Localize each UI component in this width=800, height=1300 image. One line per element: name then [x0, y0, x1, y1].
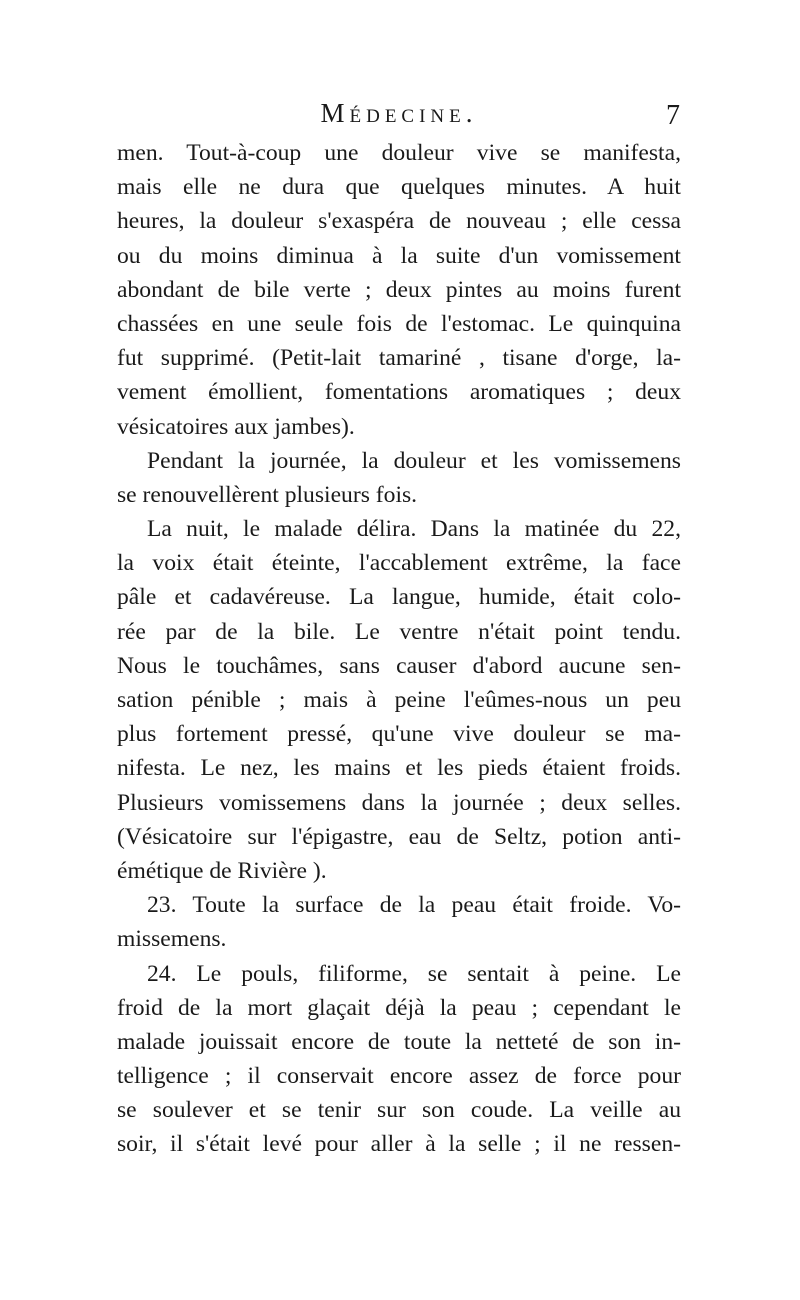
text-line: telligence ; il conservait encore assez de force pour [117, 1063, 681, 1090]
text-line: heures, la douleur s'exaspéra de nouveau ; elle cessa [117, 208, 681, 235]
text-line: pâle et cadavéreuse. La langue, humide, était colo- [117, 584, 681, 611]
text-line: nifesta. Le nez, les mains et les pieds étaient froids. [117, 755, 681, 782]
text-line: se soulever et se tenir sur son coude. La veille au [117, 1097, 681, 1124]
text-line: ou du moins diminua à la suite d'un vomissement [117, 242, 681, 269]
text-line: missemens. [117, 926, 227, 953]
text-line: (Vésicatoire sur l'épigastre, eau de Seltz, potion anti- [117, 823, 681, 850]
text-line: froid de la mort glaçait déjà la peau ; cependant le [117, 994, 681, 1021]
text-line: vésicatoires aux jambes). [117, 413, 355, 440]
text-line: men. Tout-à-coup une douleur vive se manifesta, [117, 140, 681, 166]
page-header [118, 96, 680, 136]
text-line: Plusieurs vomissemens dans la journée ; deux selles. [117, 789, 681, 816]
text-line: rée par de la bile. Le ventre n'était point tendu. [117, 618, 681, 645]
text-line: vement émollient, fomentations aromatiques ; deux [117, 379, 681, 406]
text-line: fut supprimé. (Petit-lait tamariné , tisane d'orge, la- [117, 345, 681, 372]
text-line: 24. Le pouls, filiforme, se sentait à peine. Le [147, 960, 681, 987]
text-line: la voix était éteinte, l'accablement extrême, la face [117, 550, 681, 577]
page-number: 7 [666, 100, 680, 131]
text-line: abondant de bile verte ; deux pintes au moins furent [117, 276, 681, 303]
text-line: se renouvellèrent plusieurs fois. [117, 481, 418, 508]
text-line: 23. Toute la surface de la peau était froide. Vo- [147, 892, 681, 919]
running-title: Médecine. [320, 98, 478, 128]
text-line: Nous le touchâmes, sans causer d'abord aucune sen- [117, 652, 681, 679]
text-line: soir, il s'était levé pour aller à la selle ; il ne ressen- [117, 1131, 681, 1158]
text-line: mais elle ne dura que quelques minutes. A huit [117, 174, 681, 201]
text-line: chassées en une seule fois de l'estomac. Le quinquina [117, 310, 681, 337]
text-line: malade jouissait encore de toute la netteté de son in- [117, 1028, 681, 1055]
body-text [117, 136, 681, 1162]
text-line: Pendant la journée, la douleur et les vomissemens [147, 447, 681, 474]
text-line: émétique de Rivière ). [117, 857, 327, 884]
text-line: plus fortement pressé, qu'une vive douleur se ma- [117, 721, 681, 748]
text-line: La nuit, le malade délira. Dans la matinée du 22, [147, 516, 681, 543]
text-line: sation pénible ; mais à peine l'eûmes-nous un peu [117, 687, 681, 713]
